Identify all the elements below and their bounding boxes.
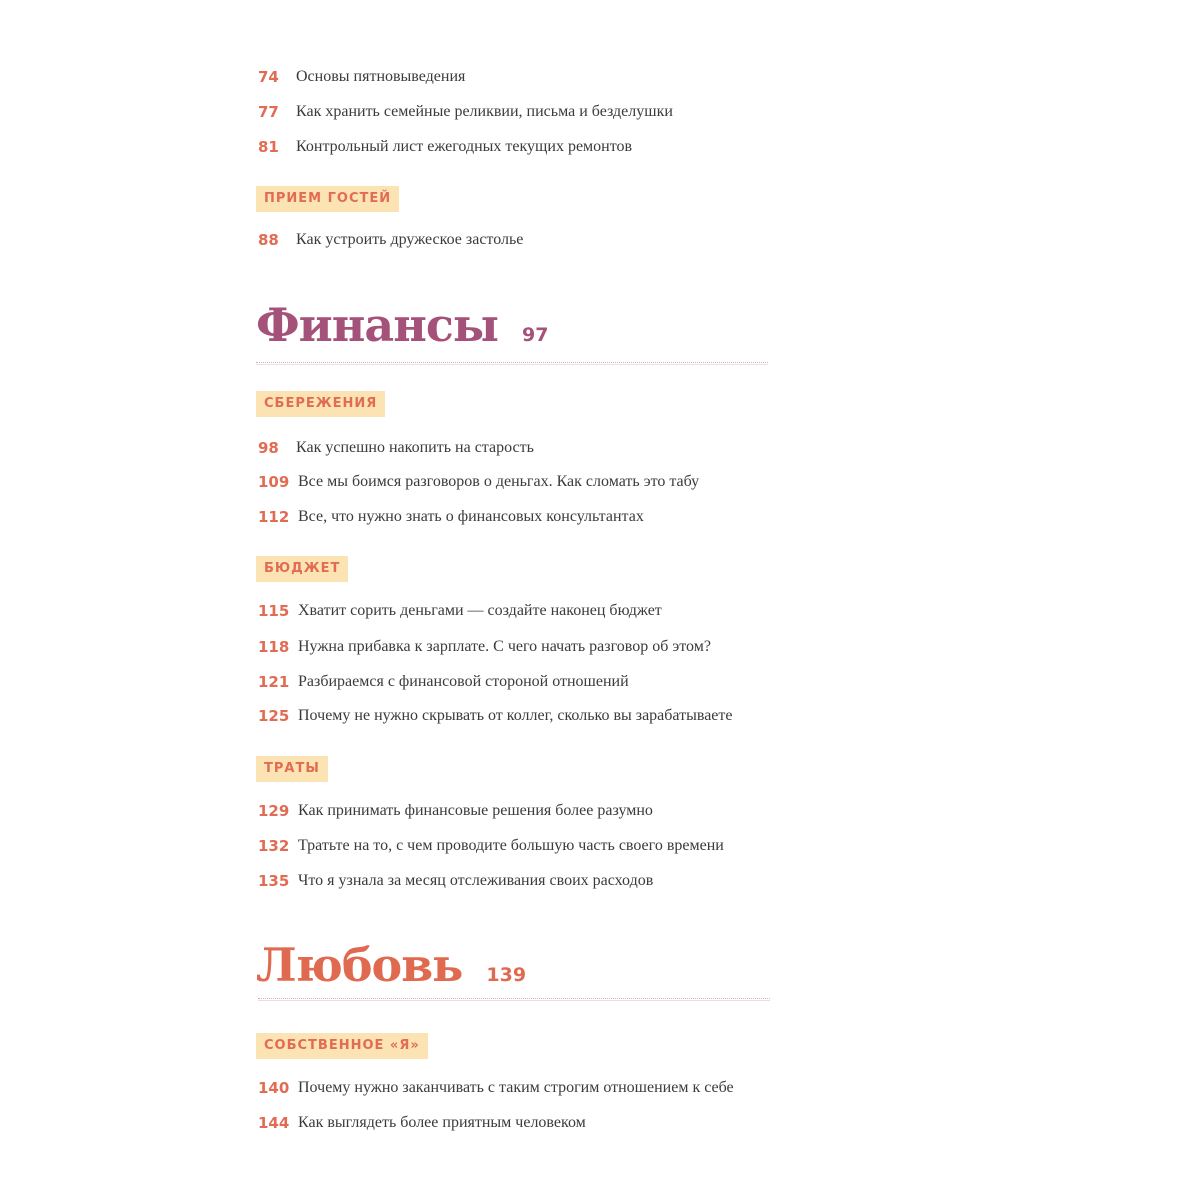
toc-entry-title: Основы пятновыведения xyxy=(296,68,466,85)
toc-entry-title: Почему нужно заканчивать с таким строгим отношением к себе xyxy=(298,1079,734,1096)
toc-entry-title: Как выглядеть более приятным человеком xyxy=(298,1114,586,1131)
toc-entry-title: Нужна прибавка к зарплате. С чего начать разговор об этом? xyxy=(298,638,711,655)
section-page-number: 97 xyxy=(522,324,549,346)
toc-entry[interactable] xyxy=(258,1108,586,1138)
toc-entry-title: Хватит сорить деньгами — создайте наконец бюджет xyxy=(298,602,662,619)
toc-entry-page: 140 xyxy=(258,1079,290,1097)
toc-entry-title: Что я узнала за месяц отслеживания своих расходов xyxy=(298,872,654,889)
toc-entry[interactable] xyxy=(258,132,632,162)
toc-entry-page: 81 xyxy=(258,138,279,156)
toc-entry[interactable] xyxy=(258,467,699,497)
toc-entry-title: Как успешно накопить на старость xyxy=(296,439,534,456)
toc-entry-page: 118 xyxy=(258,638,290,656)
toc-entry-title: Как устроить дружеское застолье xyxy=(296,231,524,248)
toc-entry-page: 109 xyxy=(258,473,290,491)
section-page-number: 139 xyxy=(486,964,527,986)
section-heading-finance[interactable] xyxy=(256,298,548,352)
toc-entry[interactable] xyxy=(258,62,465,92)
toc-entry-title: Как принимать финансовые решения более разумно xyxy=(298,802,653,819)
section-divider xyxy=(256,362,768,363)
subsection-label-savings: СБЕРЕЖЕНИЯ xyxy=(256,391,385,417)
toc-entry-page: 115 xyxy=(258,602,290,620)
section-title: Финансы xyxy=(256,298,499,352)
toc-entry-title: Тратьте на то, с чем проводите большую часть своего времени xyxy=(298,837,724,854)
toc-entry-page: 125 xyxy=(258,707,290,725)
toc-entry[interactable] xyxy=(258,866,653,896)
section-heading-love[interactable] xyxy=(256,938,526,992)
toc-entry[interactable] xyxy=(258,596,662,626)
toc-entry-title: Все, что нужно знать о финансовых консультантах xyxy=(298,508,644,525)
toc-entry-title: Разбираемся с финансовой стороной отношений xyxy=(298,673,629,690)
toc-entry[interactable] xyxy=(258,433,534,463)
toc-entry-page: 98 xyxy=(258,439,279,457)
toc-entry[interactable] xyxy=(258,1073,734,1103)
toc-entry[interactable] xyxy=(258,97,673,127)
toc-entry-title: Все мы боимся разговоров о деньгах. Как сломать это табу xyxy=(298,473,700,490)
toc-entry-title: Контрольный лист ежегодных текущих ремонтов xyxy=(296,138,633,155)
subsection-label-spending: ТРАТЫ xyxy=(256,756,328,782)
toc-entry-page: 144 xyxy=(258,1114,290,1132)
section-title: Любовь xyxy=(256,938,463,992)
toc-entry[interactable] xyxy=(258,502,644,532)
toc-entry-page: 88 xyxy=(258,231,279,249)
toc-entry[interactable] xyxy=(258,796,653,826)
toc-entry-page: 129 xyxy=(258,802,290,820)
toc-entry[interactable] xyxy=(258,225,523,255)
toc-entry-page: 77 xyxy=(258,103,279,121)
toc-entry[interactable] xyxy=(258,632,711,662)
toc-entry-page: 132 xyxy=(258,837,290,855)
toc-entry[interactable] xyxy=(258,701,732,731)
toc-entry-title: Почему не нужно скрывать от коллег, сколько вы зарабатываете xyxy=(298,707,733,724)
toc-entry[interactable] xyxy=(258,667,629,697)
subsection-label-guests: ПРИЕМ ГОСТЕЙ xyxy=(256,186,399,212)
section-divider xyxy=(258,998,770,999)
toc-entry-page: 112 xyxy=(258,508,290,526)
subsection-label-self: СОБСТВЕННОЕ «Я» xyxy=(256,1033,428,1059)
toc-entry-title: Как хранить семейные реликвии, письма и безделушки xyxy=(296,103,673,120)
toc-entry-page: 135 xyxy=(258,872,290,890)
toc-entry[interactable] xyxy=(258,831,724,861)
toc-entry-page: 121 xyxy=(258,673,290,691)
subsection-label-budget: БЮДЖЕТ xyxy=(256,556,348,582)
toc-entry-page: 74 xyxy=(258,68,279,86)
